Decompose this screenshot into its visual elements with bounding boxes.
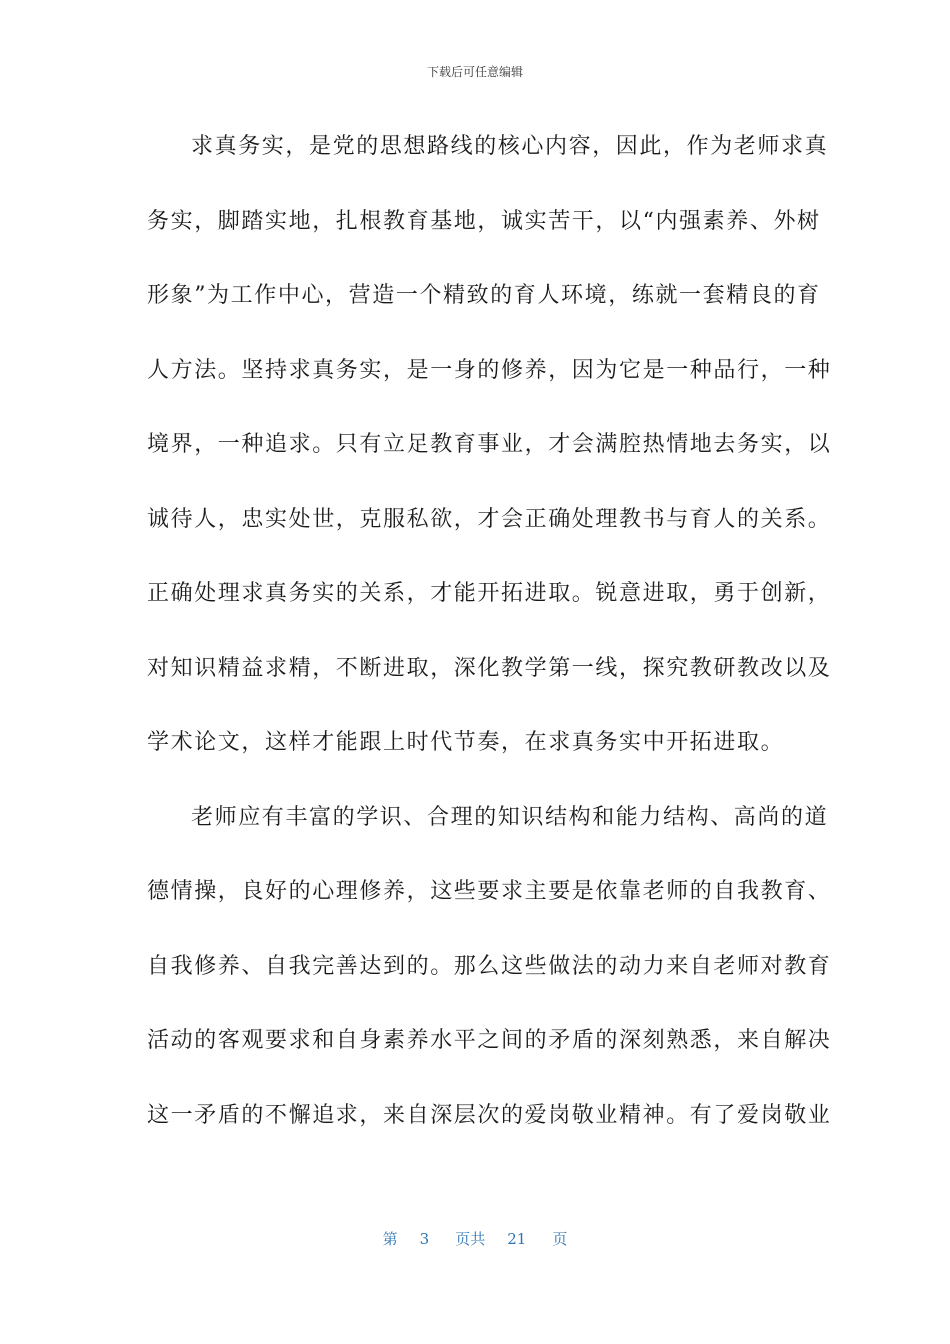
text-line: 对知识精益求精，不断进取，深化教学第一线，探究教研教改以及 bbox=[147, 655, 832, 681]
text-line: 老师应有丰富的学识、合理的知识结构和能力结构、高尚的道 bbox=[191, 804, 829, 830]
footer-middle: 页共 bbox=[455, 1230, 486, 1248]
page-footer bbox=[0, 1228, 950, 1250]
footer-suffix: 页 bbox=[552, 1230, 568, 1248]
text-line: 活动的客观要求和自身素养水平之间的矛盾的深刻熟悉，来自解决 bbox=[147, 1028, 832, 1053]
text-line: 学术论文，这样才能跟上时代节奏，在求真务实中开拓进取。 bbox=[147, 730, 785, 755]
page-header: 下载后可任意编辑 bbox=[426, 65, 523, 79]
text-line: 诚待人，忠实处世，克服私欲，才会正确处理教书与育人的关系。 bbox=[147, 506, 832, 532]
body-text bbox=[147, 110, 832, 1153]
text-line: 形象”为工作中心，营造一个精致的育人环境，练就一套精良的育 bbox=[147, 283, 821, 308]
text-line: 这一矛盾的不懈追求，来自深层次的爱岗敬业精神。有了爱岗敬业 bbox=[147, 1102, 832, 1128]
footer-current-page: 3 bbox=[419, 1230, 430, 1248]
paragraph-1 bbox=[147, 110, 832, 781]
text-line: 求真务实，是党的思想路线的核心内容，因此，作为老师求真 bbox=[191, 134, 829, 159]
text-line: 正确处理求真务实的关系，才能开拓进取。锐意进取，勇于创新， bbox=[147, 581, 832, 606]
text-line: 德情操，良好的心理修养，这些要求主要是依靠老师的自我教育、 bbox=[147, 879, 832, 904]
text-line: 人方法。坚持求真务实，是一身的修养，因为它是一种品行，一种 bbox=[147, 357, 832, 383]
paragraph-2 bbox=[147, 781, 832, 1154]
footer-prefix: 第 bbox=[382, 1230, 398, 1248]
text-line: 境界，一种追求。只有立足教育事业，才会满腔热情地去务实，以 bbox=[147, 432, 832, 457]
text-line: 务实，脚踏实地，扎根教育基地，诚实苦干，以“内强素养、外树 bbox=[147, 208, 821, 234]
text-line: 自我修养、自我完善达到的。那么这些做法的动力来自老师对教育 bbox=[147, 953, 832, 979]
footer-total-pages: 21 bbox=[507, 1230, 527, 1248]
